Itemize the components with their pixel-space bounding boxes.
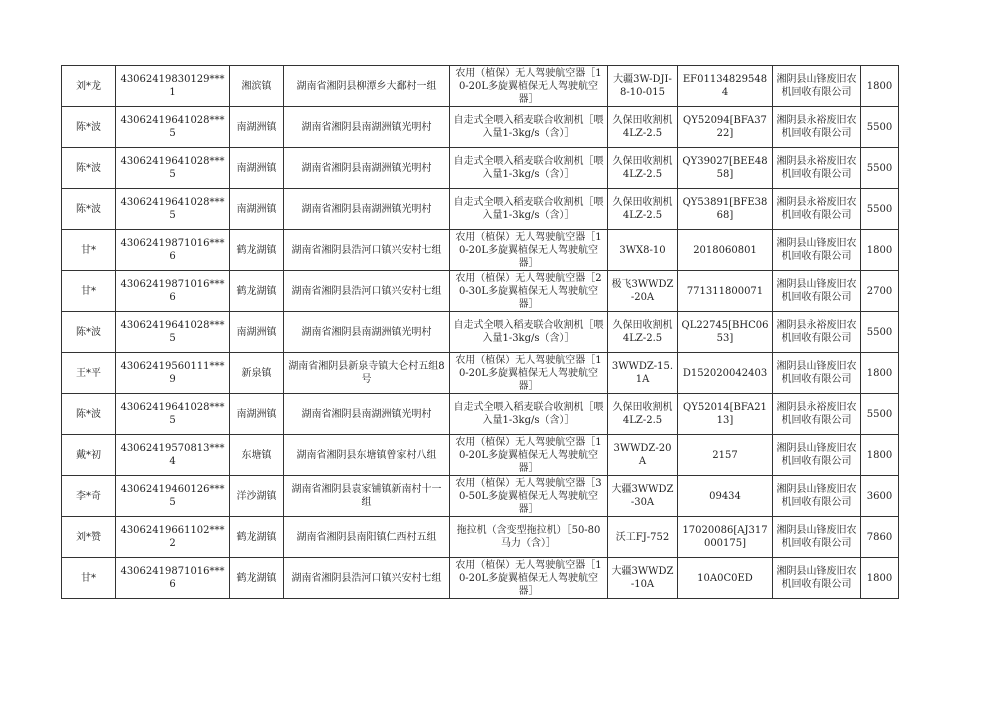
id-number-cell: 43062419871016***6 — [116, 558, 230, 599]
id-number-cell: 43062419641028***5 — [116, 189, 230, 230]
subsidy-amount-cell: 7860 — [861, 517, 899, 558]
recycling-company-cell: 湘阴县山锋废旧农机回收有限公司 — [773, 558, 861, 599]
applicant-name-cell: 甘* — [62, 558, 116, 599]
table-row — [62, 517, 899, 558]
subsidy-amount-cell: 1800 — [861, 66, 899, 107]
id-number-cell: 43062419871016***6 — [116, 230, 230, 271]
records-table — [61, 65, 899, 599]
machine-category-cell: 农用（植保）无人驾驶航空器［10-20L多旋翼植保无人驾驶航空器］ — [450, 230, 608, 271]
town-cell: 南湖洲镇 — [230, 312, 284, 353]
machine-model-cell: 3WX8-10 — [608, 230, 678, 271]
id-number-cell: 43062419570813***4 — [116, 435, 230, 476]
applicant-name-cell: 刘*赞 — [62, 517, 116, 558]
id-number-cell: 43062419830129***1 — [116, 66, 230, 107]
table-row — [62, 558, 899, 599]
recycling-company-cell: 湘阴县山锋废旧农机回收有限公司 — [773, 435, 861, 476]
machine-category-cell: 农用（植保）无人驾驶航空器［10-20L多旋翼植保无人驾驶航空器］ — [450, 435, 608, 476]
table-row — [62, 435, 899, 476]
address-cell: 湖南省湘阴县新泉寺镇大仑村五组8号 — [284, 353, 450, 394]
address-cell: 湖南省湘阴县南湖洲镇光明村 — [284, 148, 450, 189]
id-number-cell: 43062419560111***9 — [116, 353, 230, 394]
machine-model-cell: 3WWDZ-15.1A — [608, 353, 678, 394]
machine-model-cell: 极飞3WWDZ-20A — [608, 271, 678, 312]
address-cell: 湖南省湘阴县南湖洲镇光明村 — [284, 107, 450, 148]
applicant-name-cell: 戴*初 — [62, 435, 116, 476]
serial-number-cell: 17020086[AJ317000175] — [678, 517, 773, 558]
applicant-name-cell: 陈*波 — [62, 312, 116, 353]
subsidy-amount-cell: 5500 — [861, 107, 899, 148]
machine-model-cell: 久保田收割机4LZ-2.5 — [608, 189, 678, 230]
applicant-name-cell: 甘* — [62, 230, 116, 271]
town-cell: 南湖洲镇 — [230, 394, 284, 435]
recycling-company-cell: 湘阴县永裕废旧农机回收有限公司 — [773, 107, 861, 148]
id-number-cell: 43062419641028***5 — [116, 148, 230, 189]
machine-model-cell: 久保田收割机4LZ-2.5 — [608, 148, 678, 189]
serial-number-cell: QY52094[BFA3722] — [678, 107, 773, 148]
recycling-company-cell: 湘阴县山锋废旧农机回收有限公司 — [773, 66, 861, 107]
applicant-name-cell: 陈*波 — [62, 394, 116, 435]
subsidy-amount-cell: 3600 — [861, 476, 899, 517]
table-row — [62, 394, 899, 435]
subsidy-amount-cell: 2700 — [861, 271, 899, 312]
records-body — [62, 66, 899, 599]
town-cell: 鹤龙湖镇 — [230, 558, 284, 599]
machine-model-cell: 大疆3WWDZ-30A — [608, 476, 678, 517]
machine-category-cell: 自走式全喂入稻麦联合收割机［喂入量1-3kg/s（含）］ — [450, 189, 608, 230]
subsidy-amount-cell: 1800 — [861, 558, 899, 599]
table-row — [62, 271, 899, 312]
recycling-company-cell: 湘阴县永裕废旧农机回收有限公司 — [773, 312, 861, 353]
applicant-name-cell: 王*平 — [62, 353, 116, 394]
address-cell: 湖南省湘阴县柳潭乡大鄱村一组 — [284, 66, 450, 107]
address-cell: 湖南省湘阴县浩河口镇兴安村七组 — [284, 558, 450, 599]
town-cell: 鹤龙湖镇 — [230, 517, 284, 558]
recycling-company-cell: 湘阴县山锋废旧农机回收有限公司 — [773, 230, 861, 271]
town-cell: 新泉镇 — [230, 353, 284, 394]
id-number-cell: 43062419641028***5 — [116, 107, 230, 148]
id-number-cell: 43062419871016***6 — [116, 271, 230, 312]
id-number-cell: 43062419661102***2 — [116, 517, 230, 558]
serial-number-cell: QY39027[BEE4858] — [678, 148, 773, 189]
machine-model-cell: 沃工FJ-752 — [608, 517, 678, 558]
serial-number-cell: D152020042403 — [678, 353, 773, 394]
subsidy-amount-cell: 5500 — [861, 312, 899, 353]
machine-category-cell: 农用（植保）无人驾驶航空器［30-50L多旋翼植保无人驾驶航空器］ — [450, 476, 608, 517]
recycling-company-cell: 湘阴县山锋废旧农机回收有限公司 — [773, 271, 861, 312]
table-row — [62, 353, 899, 394]
recycling-company-cell: 湘阴县山锋废旧农机回收有限公司 — [773, 353, 861, 394]
serial-number-cell: QY52014[BFA2113] — [678, 394, 773, 435]
applicant-name-cell: 陈*波 — [62, 189, 116, 230]
serial-number-cell: EF011348295484 — [678, 66, 773, 107]
recycling-company-cell: 湘阴县山锋废旧农机回收有限公司 — [773, 517, 861, 558]
machine-model-cell: 久保田收割机4LZ-2.5 — [608, 394, 678, 435]
applicant-name-cell: 刘*龙 — [62, 66, 116, 107]
address-cell: 湖南省湘阴县浩河口镇兴安村七组 — [284, 271, 450, 312]
applicant-name-cell: 陈*波 — [62, 107, 116, 148]
serial-number-cell: 10A0C0ED — [678, 558, 773, 599]
address-cell: 湖南省湘阴县南湖洲镇光明村 — [284, 312, 450, 353]
id-number-cell: 43062419460126***5 — [116, 476, 230, 517]
machine-category-cell: 农用（植保）无人驾驶航空器［20-30L多旋翼植保无人驾驶航空器］ — [450, 271, 608, 312]
town-cell: 鹤龙湖镇 — [230, 230, 284, 271]
machine-model-cell: 大疆3W-DJI-8-10-015 — [608, 66, 678, 107]
table-row — [62, 476, 899, 517]
machine-category-cell: 拖拉机（含变型拖拉机）［50-80马力（含）］ — [450, 517, 608, 558]
applicant-name-cell: 李*奇 — [62, 476, 116, 517]
subsidy-amount-cell: 5500 — [861, 189, 899, 230]
serial-number-cell: 09434 — [678, 476, 773, 517]
machine-category-cell: 农用（植保）无人驾驶航空器［10-20L多旋翼植保无人驾驶航空器］ — [450, 353, 608, 394]
serial-number-cell: QL22745[BHC0653] — [678, 312, 773, 353]
machine-model-cell: 久保田收割机4LZ-2.5 — [608, 312, 678, 353]
serial-number-cell: 2157 — [678, 435, 773, 476]
table-row — [62, 66, 899, 107]
address-cell: 湖南省湘阴县袁家铺镇新南村十一组 — [284, 476, 450, 517]
machine-model-cell: 久保田收割机4LZ-2.5 — [608, 107, 678, 148]
address-cell: 湖南省湘阴县东塘镇曾家村八组 — [284, 435, 450, 476]
subsidy-amount-cell: 5500 — [861, 394, 899, 435]
town-cell: 鹤龙湖镇 — [230, 271, 284, 312]
town-cell: 南湖洲镇 — [230, 148, 284, 189]
machine-category-cell: 自走式全喂入稻麦联合收割机［喂入量1-3kg/s（含）］ — [450, 394, 608, 435]
serial-number-cell: 2018060801 — [678, 230, 773, 271]
town-cell: 湘滨镇 — [230, 66, 284, 107]
machine-category-cell: 农用（植保）无人驾驶航空器［10-20L多旋翼植保无人驾驶航空器］ — [450, 66, 608, 107]
machine-category-cell: 自走式全喂入稻麦联合收割机［喂入量1-3kg/s（含）］ — [450, 148, 608, 189]
machine-category-cell: 农用（植保）无人驾驶航空器［10-20L多旋翼植保无人驾驶航空器］ — [450, 558, 608, 599]
id-number-cell: 43062419641028***5 — [116, 312, 230, 353]
subsidy-amount-cell: 1800 — [861, 435, 899, 476]
address-cell: 湖南省湘阴县浩河口镇兴安村七组 — [284, 230, 450, 271]
subsidy-amount-cell: 5500 — [861, 148, 899, 189]
machine-model-cell: 大疆3WWDZ-10A — [608, 558, 678, 599]
address-cell: 湖南省湘阴县南阳镇仁西村五组 — [284, 517, 450, 558]
town-cell: 洋沙湖镇 — [230, 476, 284, 517]
address-cell: 湖南省湘阴县南湖洲镇光明村 — [284, 189, 450, 230]
serial-number-cell: 771311800071 — [678, 271, 773, 312]
table-row — [62, 148, 899, 189]
id-number-cell: 43062419641028***5 — [116, 394, 230, 435]
table-row — [62, 107, 899, 148]
address-cell: 湖南省湘阴县南湖洲镇光明村 — [284, 394, 450, 435]
recycling-company-cell: 湘阴县永裕废旧农机回收有限公司 — [773, 394, 861, 435]
subsidy-amount-cell: 1800 — [861, 230, 899, 271]
machine-category-cell: 自走式全喂入稻麦联合收割机［喂入量1-3kg/s（含）］ — [450, 107, 608, 148]
applicant-name-cell: 甘* — [62, 271, 116, 312]
town-cell: 南湖洲镇 — [230, 107, 284, 148]
machine-category-cell: 自走式全喂入稻麦联合收割机［喂入量1-3kg/s（含）］ — [450, 312, 608, 353]
subsidy-amount-cell: 1800 — [861, 353, 899, 394]
table-row — [62, 189, 899, 230]
table-row — [62, 312, 899, 353]
machine-model-cell: 3WWDZ-20A — [608, 435, 678, 476]
recycling-company-cell: 湘阴县山锋废旧农机回收有限公司 — [773, 476, 861, 517]
serial-number-cell: QY53891[BFE3868] — [678, 189, 773, 230]
town-cell: 南湖洲镇 — [230, 189, 284, 230]
recycling-company-cell: 湘阴县永裕废旧农机回收有限公司 — [773, 189, 861, 230]
applicant-name-cell: 陈*波 — [62, 148, 116, 189]
table-row — [62, 230, 899, 271]
town-cell: 东塘镇 — [230, 435, 284, 476]
recycling-company-cell: 湘阴县永裕废旧农机回收有限公司 — [773, 148, 861, 189]
